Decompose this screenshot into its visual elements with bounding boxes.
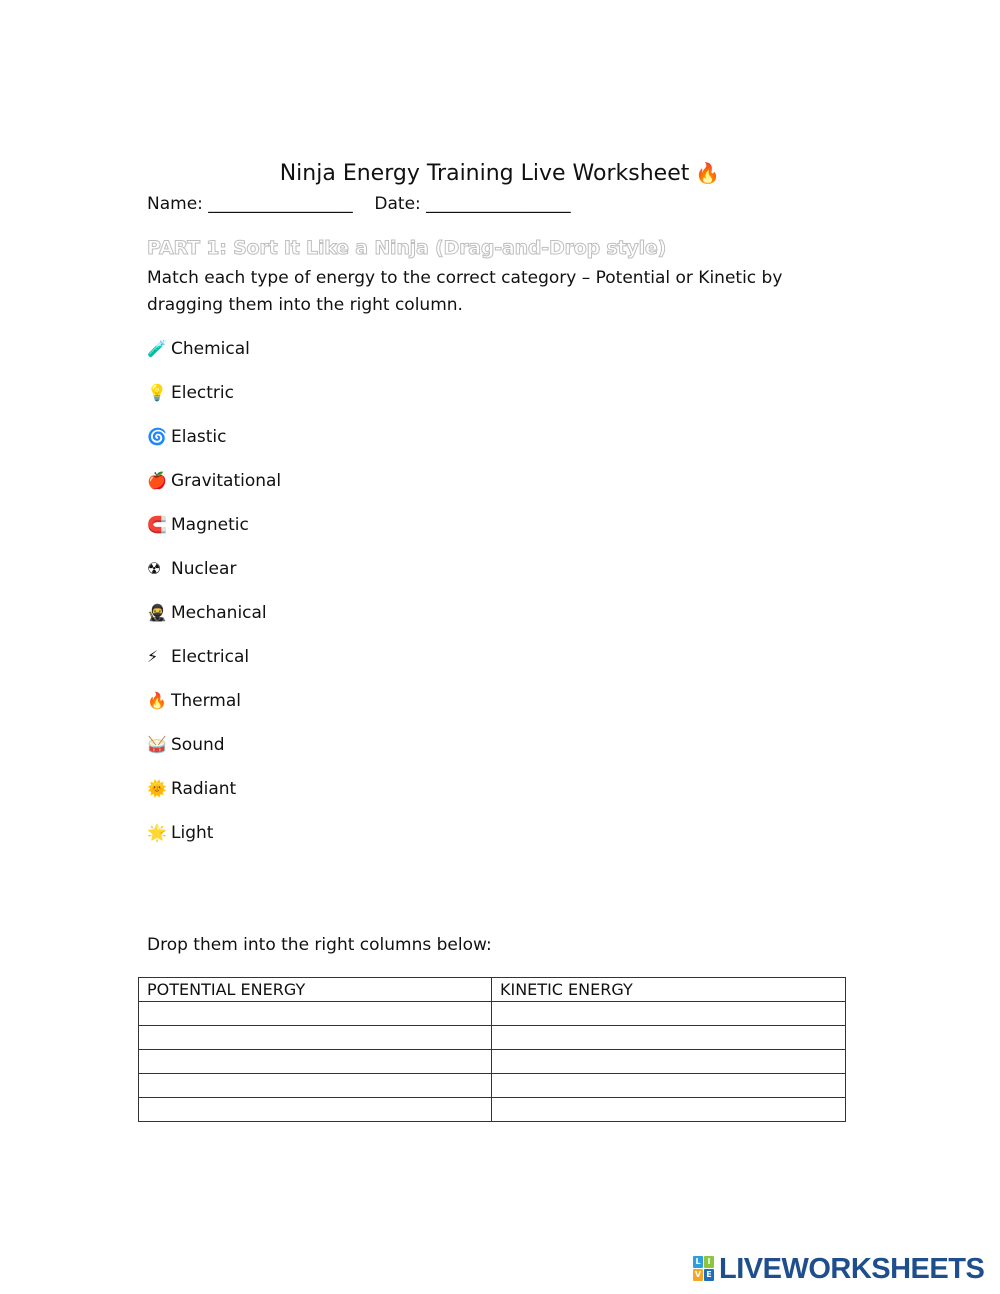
name-date-line [147, 192, 571, 216]
table-row [139, 1098, 846, 1122]
logo-mark-letter: E [704, 1269, 714, 1281]
name-field[interactable]: Name: _________________ [147, 194, 353, 214]
table-row [139, 1074, 846, 1098]
drum-icon: 🥁 [147, 735, 167, 754]
energy-item-mechanical[interactable] [147, 601, 281, 645]
potential-energy-header: POTENTIAL ENERGY [139, 978, 492, 1002]
table-row [139, 1026, 846, 1050]
apple-icon: 🍎 [147, 471, 167, 490]
energy-item-thermal[interactable] [147, 689, 281, 733]
potential-drop-cell[interactable] [139, 1026, 492, 1050]
test-tube-icon: 🧪 [147, 339, 167, 358]
title-text: Ninja Energy Training Live Worksheet [279, 161, 690, 186]
energy-item-label[interactable]: Magnetic [171, 515, 249, 535]
energy-item-chemical[interactable] [147, 337, 281, 381]
sort-table [138, 977, 846, 1122]
logo-mark-letter: I [704, 1256, 714, 1268]
energy-item-list [147, 337, 281, 865]
potential-drop-cell[interactable] [139, 1050, 492, 1074]
part1-heading: PART 1: Sort It Like a Ninja (Drag-and-Drop style) [147, 237, 667, 259]
kinetic-drop-cell[interactable] [492, 1098, 846, 1122]
table-row [139, 1002, 846, 1026]
energy-item-label[interactable]: Radiant [171, 779, 237, 799]
logo-mark-letter: L [693, 1256, 703, 1268]
energy-item-label[interactable]: Thermal [171, 691, 242, 711]
energy-item-electric[interactable] [147, 381, 281, 425]
energy-item-sound[interactable] [147, 733, 281, 777]
page-title [0, 158, 1000, 189]
star-icon: 🌟 [147, 823, 167, 842]
drop-instructions: Drop them into the right columns below: [147, 935, 492, 955]
energy-item-label[interactable]: Light [171, 823, 214, 843]
date-field[interactable]: Date: _________________ [374, 194, 571, 214]
energy-item-magnetic[interactable] [147, 513, 281, 557]
potential-drop-cell[interactable] [139, 1098, 492, 1122]
logo-text: LIVEWORKSHEETS [719, 1253, 985, 1285]
energy-item-nuclear[interactable] [147, 557, 281, 601]
energy-item-light[interactable] [147, 821, 281, 865]
energy-item-radiant[interactable] [147, 777, 281, 821]
ninja-icon: 🥷 [147, 603, 167, 622]
sort-table-body [139, 1002, 846, 1122]
table-row [139, 1050, 846, 1074]
energy-item-label[interactable]: Electric [171, 383, 234, 403]
energy-item-label[interactable]: Elastic [171, 427, 227, 447]
energy-item-label[interactable]: Nuclear [171, 559, 237, 579]
energy-item-label[interactable]: Mechanical [171, 603, 267, 623]
energy-item-label[interactable]: Gravitational [171, 471, 282, 491]
logo-mark-letter: V [694, 1270, 702, 1279]
energy-item-label[interactable]: Sound [171, 735, 225, 755]
part1-instructions: Match each type of energy to the correct category – Potential or Kinetic by dragging them into the right column. [147, 268, 783, 315]
liveworksheets-logo-mark-icon [693, 1256, 715, 1282]
table-header-row [139, 978, 846, 1002]
light-bulb-icon: 💡 [147, 383, 167, 402]
kinetic-energy-header: KINETIC ENERGY [492, 978, 846, 1002]
fire-icon: 🔥 [147, 691, 167, 710]
energy-item-label[interactable]: Chemical [171, 339, 250, 359]
kinetic-drop-cell[interactable] [492, 1074, 846, 1098]
kinetic-drop-cell[interactable] [492, 1026, 846, 1050]
radioactive-icon: ☢ [147, 559, 162, 578]
spiral-icon: 🌀 [147, 427, 167, 446]
energy-item-electrical[interactable] [147, 645, 281, 689]
kinetic-drop-cell[interactable] [492, 1002, 846, 1026]
fire-icon: 🔥 [695, 161, 721, 185]
energy-item-elastic[interactable] [147, 425, 281, 469]
liveworksheets-logo [693, 1254, 984, 1284]
lightning-icon: ⚡ [147, 647, 159, 666]
magnet-icon: 🧲 [147, 515, 167, 534]
sun-icon: 🌞 [147, 779, 167, 798]
kinetic-drop-cell[interactable] [492, 1050, 846, 1074]
potential-drop-cell[interactable] [139, 1002, 492, 1026]
energy-item-gravitational[interactable] [147, 469, 281, 513]
energy-item-label[interactable]: Electrical [171, 647, 250, 667]
potential-drop-cell[interactable] [139, 1074, 492, 1098]
